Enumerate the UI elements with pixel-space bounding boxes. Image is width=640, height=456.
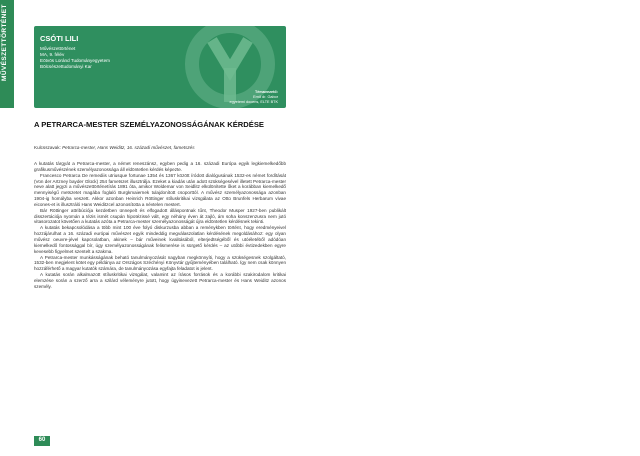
body-paragraph: A kutatás során alkalmazott stíluskritikai vizsgálat, valamint az írásos források és a korábbi szakirodalom kritikai elemzése során a szerző arra a szilárd véleményre jutott, hogy úgyinevezett Petrarca-mester és Hans Weiditz azonos személy.	[34, 272, 286, 289]
author-university: Eötvös Loránd Tudományegyetem	[40, 58, 110, 63]
body-paragraph: A kutatás bekapcsolódása a több mint 100 éve folyó diskurzusba abban a reménykben történt, hogy eredményeivel hozzájárulhat a 16. századi európai művészet egyik mindeddig megválaszolatlan kérdésének megoldásához: egy olyan művész oeuvre-jével kapcsolatban, akinek – bár műveinek kvalitásából, elterjedtségéből és utóéletéből adódóan kiemelkedő fontossággal bír, úgy személyazonosságának felismerése is sürgető kérdés – az utóbbi évtizedekben egyre kevesebb figyelmet szentelt a szakma.	[34, 225, 286, 254]
body-paragraph: Bár Röttinger attribúciója kezdetben ünnepelt és elfogadott álláspontnak tűnt, Theodor Musper 1927-ben publikált disszertációja nyomán a tézis ismét csupán hipotézissé vált, egy néhány éven át zajló, ám soha konszenzusra nem jutó vitasorozatot követően a kutatás azóta a Petrarca-mester személyazonosságát újra eldöntetlen kérdésnek tekinti.	[34, 207, 286, 225]
page-number: 60	[38, 437, 46, 443]
keywords-label: Kulcsszavak:	[34, 145, 61, 150]
side-section-label: MŰVÉSZETTÖRTÉNET	[1, 4, 8, 81]
author-program: Művészettörténet	[40, 46, 76, 51]
keywords-text: Petrarca-mester, Hans Weiditz, 16. századi művészet, fametszés	[62, 145, 195, 150]
author-semester: MA, 9. félév	[40, 52, 65, 57]
author-header-box	[34, 26, 286, 108]
article-title: A PETRARCA-MESTER SZEMÉLYAZONOSSÁGÁNAK KÉRDÉSE	[34, 120, 264, 129]
keywords-line	[34, 145, 286, 150]
mentor-block	[230, 90, 278, 105]
mentor-label: Témavezető:	[254, 90, 278, 94]
side-section-tab	[0, 0, 14, 108]
author-faculty: Bölcsészettudományi Kar	[40, 64, 92, 69]
body-paragraph: A kutatás tárgyát a Petrarca-mester, a német reneszánsz, egyben pedig a 16. századi Európa egyik legkiemelkedőbb grafikusművészének személyazonossága áll eldöntetlen kérdés képezte.	[34, 161, 286, 172]
mentor-position: egyetemi docens, ELTE BTK	[229, 100, 278, 104]
author-name: CSÓTI LILI	[40, 34, 79, 43]
page-number-box	[34, 436, 50, 446]
body-paragraph: Francesco Petrarca De remediis utriusque fortunae 1354 és 1367 között íródott dialógusának 1532-es német fordítását (Von der Artzney bayder Glück) 254 fametszet illusztrálja. Ezeket a kiadás után adott szükségesével illetett Petrarca-mester neve alatt jegyzi a művészettörténetírás 1891 óta, amikor Woldemar von Seidlitz elkülönítette őket a korábban kiemelkedő mennyiségű metszetet magába foglaló Burgkmaiernek tulajdonított csoporttól. A művész személyazonossága azonban 1904-ig homályba veszett. Akkor azonban Heinrich Röttinger stíluskritikai vizsgálata az Otto Brunfels Herbarum vivae eicones-et is illusztráló Hans Weiditzcel azonosította a névtelen mestert.	[34, 172, 286, 207]
body-paragraph: A Petrarca-mester munkásságának beható tanulmányozását nagyban megkönnyíti, hogy a szükségesnek szolgáltató, 1532-ben megjelent kötet egy példánya az Országos Széchényi Könyvtár gyűjteményében található. Így nem csak könnyen hozzáférhető a magyar kutatók számára, de tanulmányozása egyfajta feladatot is jelent.	[34, 254, 286, 272]
mentor-name: Ernő dr. Gabor	[253, 95, 278, 99]
article-body	[34, 161, 286, 290]
